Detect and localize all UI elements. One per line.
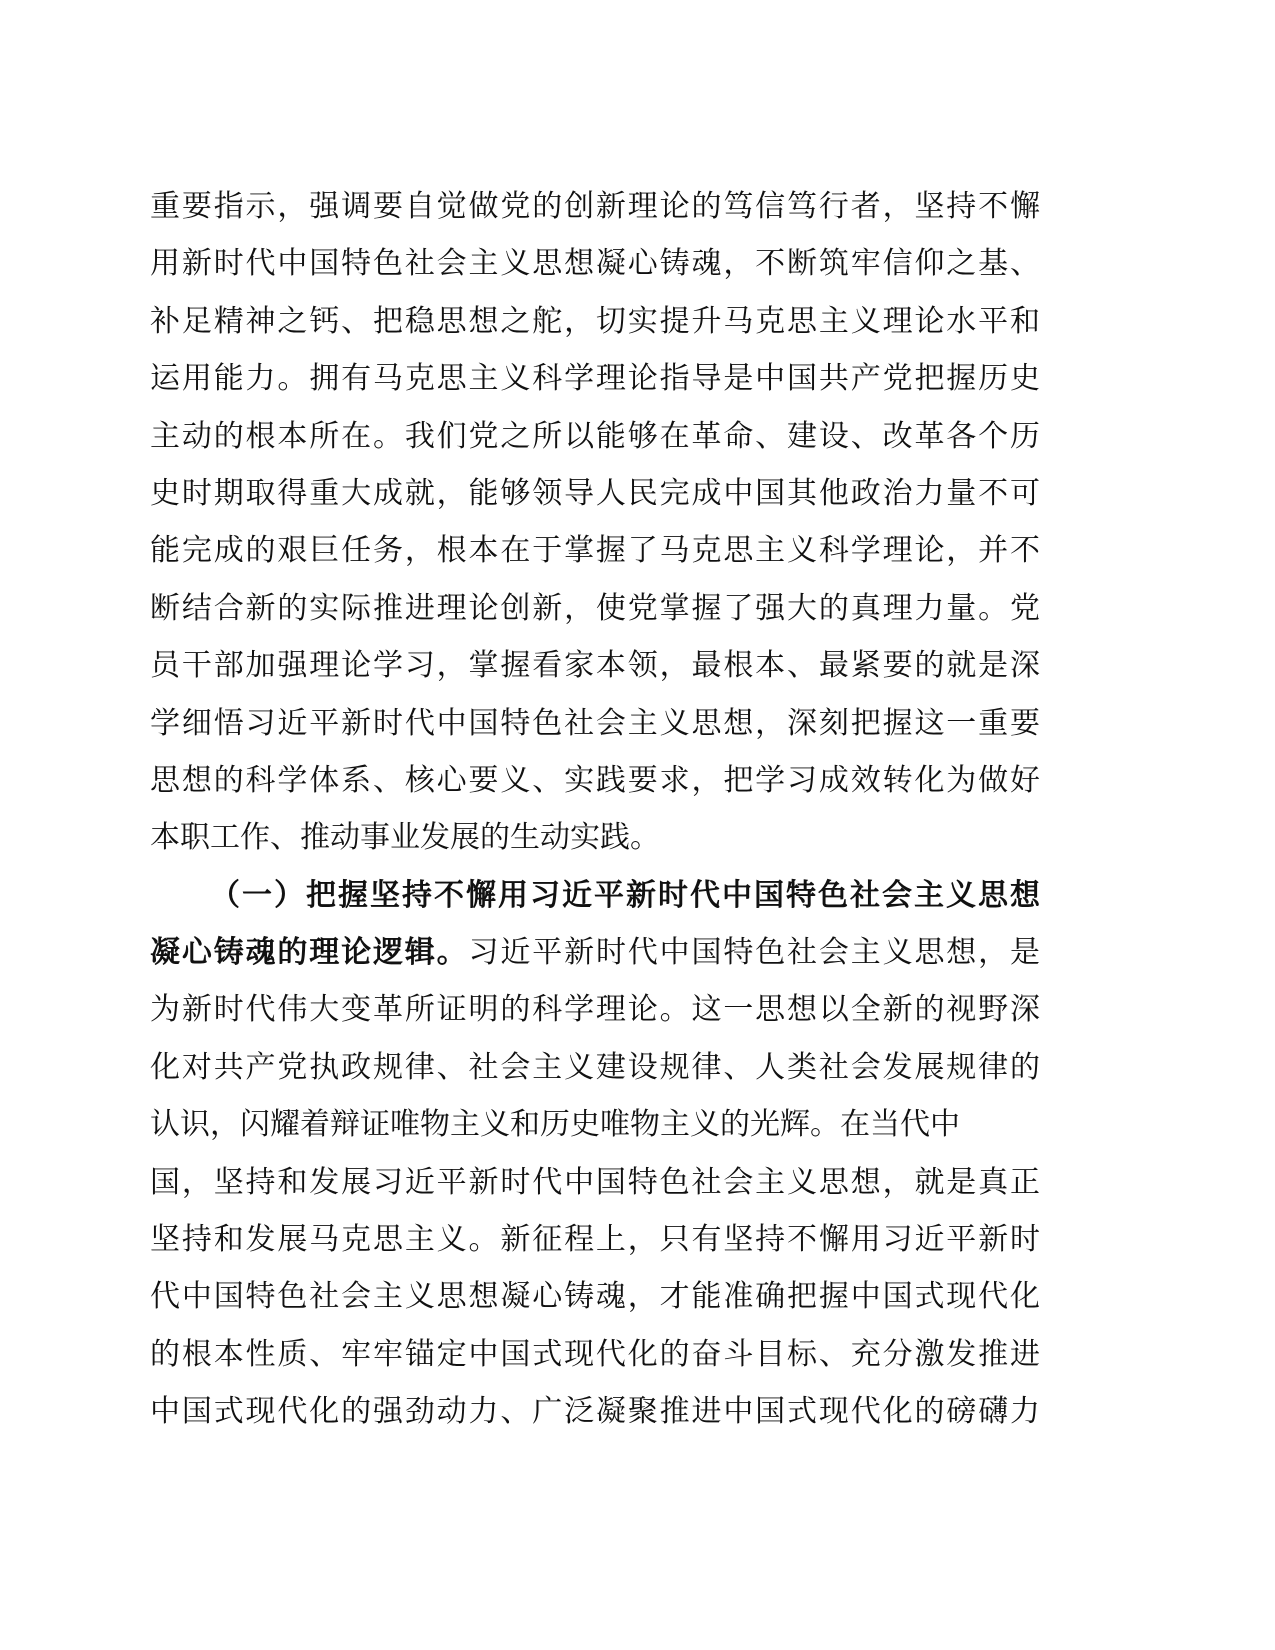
text-line: 学细悟习近平新时代中国特色社会主义思想，深刻把握这一重要	[150, 705, 1040, 741]
text-line: 坚持和发展马克思主义。新征程上，只有坚持不懈用习近平新时	[150, 1222, 1040, 1258]
text-line: 史时期取得重大成就，能够领导人民完成中国其他政治力量不可	[150, 475, 1040, 511]
section-heading: （一）把握坚持不懈用习近平新时代中国特色社会主义思想	[210, 877, 1040, 913]
text-line	[150, 924, 1040, 981]
text-line: 用新时代中国特色社会主义思想凝心铸魂，不断筑牢信仰之基、	[150, 246, 1040, 282]
text-line: 中国式现代化的强劲动力、广泛凝聚推进中国式现代化的磅礴力	[150, 1394, 1040, 1430]
text-line: 断结合新的实际推进理论创新，使党掌握了强大的真理力量。党	[150, 590, 1040, 626]
text-line: 代中国特色社会主义思想凝心铸魂，才能准确把握中国式现代化	[150, 1279, 1040, 1315]
text-line: 重要指示，强调要自觉做党的创新理论的笃信笃行者，坚持不懈	[150, 189, 1040, 224]
section-heading-end: 凝心铸魂的理论逻辑。	[150, 935, 469, 971]
text-line: 的根本性质、牢牢锚定中国式现代化的奋斗目标、充分激发推进	[150, 1336, 1040, 1372]
paragraph-2	[150, 867, 1040, 1441]
text-line: 国，坚持和发展习近平新时代中国特色社会主义思想，就是真正	[150, 1164, 1040, 1200]
text-line: 能完成的艰巨任务，根本在于掌握了马克思主义科学理论，并不	[150, 533, 1040, 569]
text-line: 化对共产党执政规律、社会主义建设规律、人类社会发展规律的	[150, 1049, 1040, 1085]
paragraph-1	[150, 178, 1040, 867]
text-line: 认识，闪耀着辩证唯物主义和历史唯物主义的光辉。在当代中	[150, 1107, 960, 1143]
section-heading-line	[150, 867, 1040, 924]
text-line: 补足精神之钙、把稳思想之舵，切实提升马克思主义理论水平和	[150, 303, 1040, 339]
text-line: 思想的科学体系、核心要义、实践要求，把学习成效转化为做好	[150, 762, 1040, 798]
text-line: 主动的根本所在。我们党之所以能够在革命、建设、改革各个历	[150, 418, 1040, 454]
text-line: 运用能力。拥有马克思主义科学理论指导是中国共产党把握历史	[150, 361, 1040, 397]
text-line: 为新时代伟大变革所证明的科学理论。这一思想以全新的视野深	[150, 992, 1040, 1028]
text-line: 本职工作、推动事业发展的生动实践。	[150, 820, 660, 856]
section-text-start: 习近平新时代中国特色社会主义思想，是	[468, 935, 1041, 971]
body-text	[150, 178, 1040, 1441]
text-line: 员干部加强理论学习，掌握看家本领，最根本、最紧要的就是深	[150, 648, 1040, 684]
